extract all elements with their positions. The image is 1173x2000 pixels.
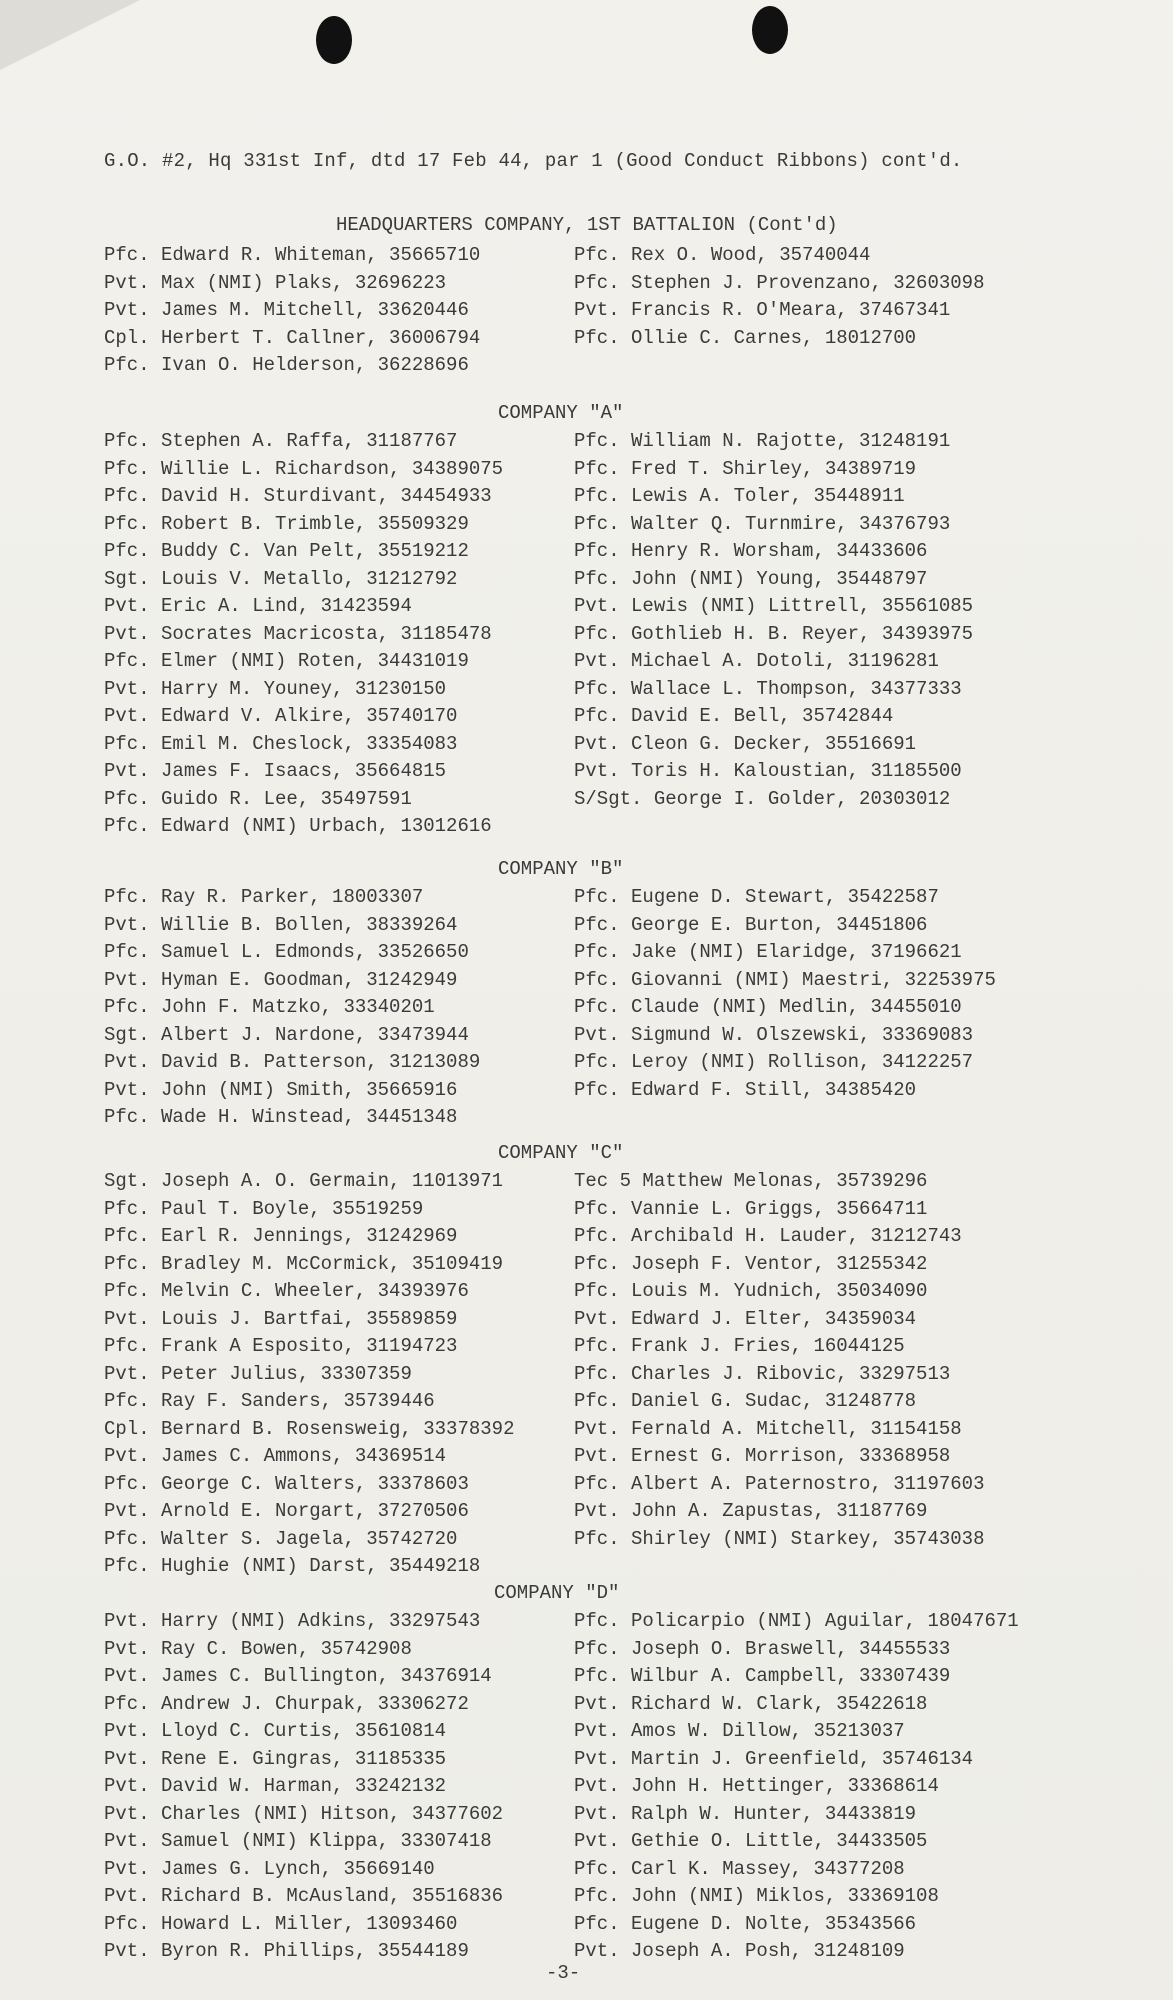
roster-entry-right xyxy=(574,1104,1104,1132)
roster-entry-left: Pfc. John F. Matzko, 33340201 xyxy=(104,996,435,1018)
roster-entry-left: Pvt. Harry M. Youney, 31230150 xyxy=(104,677,447,700)
roster-entry-right: Pvt. Amos W. Dillow, 35213037 xyxy=(574,1720,905,1742)
roster-entry-left: Pfc. Howard L. Miller, 13093460 xyxy=(104,1912,458,1935)
roster-row xyxy=(104,1251,1104,1279)
roster-entry-left: Pvt. Edward V. Alkire, 35740170 xyxy=(104,705,458,727)
roster-entry-right: Pfc. Joseph F. Ventor, 31255342 xyxy=(574,1252,928,1275)
roster-row xyxy=(104,1104,1104,1132)
roster-row xyxy=(104,1718,1104,1746)
roster-entry-left: Pfc. Walter S. Jagela, 35742720 xyxy=(104,1527,458,1550)
roster-entry-right: Pvt. Gethie O. Little, 34433505 xyxy=(574,1830,928,1852)
roster-entry-left: Pfc. Stephen A. Raffa, 31187767 xyxy=(104,430,458,452)
roster-entry-right: Pvt. Martin J. Greenfield, 35746134 xyxy=(574,1747,974,1770)
roster-entry-right: Pvt. Michael A. Dotoli, 31196281 xyxy=(574,650,939,672)
roster-entry-left: Pvt. David W. Harman, 33242132 xyxy=(104,1775,447,1797)
roster-row xyxy=(104,994,1104,1022)
roster-entry-right: Pfc. Jake (NMI) Elaridge, 37196621 xyxy=(574,941,962,963)
roster-entry-left: Pvt. Ray C. Bowen, 35742908 xyxy=(104,1637,412,1660)
roster-row xyxy=(104,1077,1104,1105)
roster-entry-right: Pfc. Carl K. Massey, 34377208 xyxy=(574,1857,905,1880)
roster-row xyxy=(104,1938,1104,1966)
roster-company-b xyxy=(104,884,1104,1132)
roster-row xyxy=(104,1388,1104,1416)
roster-row xyxy=(104,731,1104,759)
roster-entry-right: Pfc. Archibald H. Lauder, 31212743 xyxy=(574,1225,962,1247)
roster-row xyxy=(104,566,1104,594)
roster-row xyxy=(104,593,1104,621)
roster-entry-left: Cpl. Herbert T. Callner, 36006794 xyxy=(104,326,481,349)
roster-row xyxy=(104,1553,1104,1581)
roster-row xyxy=(104,242,1104,270)
roster-entry-left: Sgt. Albert J. Nardone, 33473944 xyxy=(104,1023,469,1046)
roster-entry-left: Pvt. Socrates Macricosta, 31185478 xyxy=(104,622,492,645)
roster-entry-left: Pvt. Lloyd C. Curtis, 35610814 xyxy=(104,1720,447,1742)
roster-entry-right: Tec 5 Matthew Melonas, 35739296 xyxy=(574,1170,928,1192)
section-title-company-d: COMPANY "D" xyxy=(494,1582,620,1604)
roster-entry-right: Pfc. Ollie C. Carnes, 18012700 xyxy=(574,326,917,349)
roster-entry-right: Pvt. John A. Zapustas, 31187769 xyxy=(574,1500,928,1522)
roster-row xyxy=(104,758,1104,786)
roster-entry-right: Pvt. John H. Hettinger, 33368614 xyxy=(574,1775,939,1797)
roster-entry-left: Pvt. James C. Ammons, 34369514 xyxy=(104,1445,447,1467)
roster-entry-right: Pfc. Vannie L. Griggs, 35664711 xyxy=(574,1197,928,1220)
roster-entry-left: Pvt. Rene E. Gingras, 31185335 xyxy=(104,1747,447,1770)
roster-entry-right: Pfc. Frank J. Fries, 16044125 xyxy=(574,1335,905,1357)
roster-entry-right: Pfc. David E. Bell, 35742844 xyxy=(574,705,894,727)
roster-entry-left: Pvt. Samuel (NMI) Klippa, 33307418 xyxy=(104,1830,492,1852)
roster-entry-left: Pfc. Andrew J. Churpak, 33306272 xyxy=(104,1692,469,1715)
roster-row xyxy=(104,1022,1104,1050)
roster-entry-right: Pfc. Wallace L. Thompson, 34377333 xyxy=(574,677,962,700)
page-number: -3- xyxy=(546,1962,581,1984)
roster-entry-right: Pvt. Ralph W. Hunter, 34433819 xyxy=(574,1802,917,1825)
roster-entry-left: Pfc. Willie L. Richardson, 34389075 xyxy=(104,457,504,480)
roster-entry-left: Sgt. Louis V. Metallo, 31212792 xyxy=(104,567,458,590)
roster-entry-right: Pfc. Rex O. Wood, 35740044 xyxy=(574,244,871,266)
roster-entry-right: Pvt. Fernald A. Mitchell, 31154158 xyxy=(574,1417,962,1440)
roster-row xyxy=(104,1498,1104,1526)
punch-hole-right xyxy=(752,6,788,54)
section-title-company-a: COMPANY "A" xyxy=(498,402,624,424)
section-title-company-c: COMPANY "C" xyxy=(498,1142,624,1164)
roster-entry-right: Pvt. Richard W. Clark, 35422618 xyxy=(574,1692,928,1715)
roster-row xyxy=(104,621,1104,649)
roster-entry-right: Pfc. George E. Burton, 34451806 xyxy=(574,913,928,936)
roster-entry-left: Pvt. Arnold E. Norgart, 37270506 xyxy=(104,1500,469,1522)
roster-entry-left: Pfc. Ray F. Sanders, 35739446 xyxy=(104,1390,435,1412)
roster-entry-right: Pfc. Stephen J. Provenzano, 32603098 xyxy=(574,271,985,294)
roster-entry-right: Pfc. Leroy (NMI) Rollison, 34122257 xyxy=(574,1051,974,1073)
section-title-hq-company: HEADQUARTERS COMPANY, 1ST BATTALION (Cont'd) xyxy=(336,214,838,236)
roster-row xyxy=(104,1911,1104,1939)
roster-entry-left: Pvt. Peter Julius, 33307359 xyxy=(104,1362,412,1385)
roster-entry-left: Pvt. James G. Lynch, 35669140 xyxy=(104,1857,435,1880)
roster-entry-left: Pvt. Louis J. Bartfai, 35589859 xyxy=(104,1307,458,1330)
roster-row xyxy=(104,939,1104,967)
roster-company-c xyxy=(104,1168,1104,1581)
corner-fold xyxy=(0,0,140,70)
roster-entry-left: Pvt. Max (NMI) Plaks, 32696223 xyxy=(104,271,447,294)
roster-entry-right: Pvt. Ernest G. Morrison, 33368958 xyxy=(574,1445,951,1467)
roster-row xyxy=(104,1223,1104,1251)
roster-row xyxy=(104,1471,1104,1499)
roster-entry-right: Pfc. Walter Q. Turnmire, 34376793 xyxy=(574,512,951,535)
roster-row xyxy=(104,1049,1104,1077)
roster-row xyxy=(104,325,1104,353)
roster-entry-left: Pfc. Melvin C. Wheeler, 34393976 xyxy=(104,1280,469,1302)
roster-entry-right: Pfc. Policarpio (NMI) Aguilar, 18047671 xyxy=(574,1610,1019,1632)
roster-entry-left: Pfc. Paul T. Boyle, 35519259 xyxy=(104,1197,424,1220)
roster-entry-left: Pvt. Charles (NMI) Hitson, 34377602 xyxy=(104,1802,504,1825)
roster-row xyxy=(104,297,1104,325)
roster-entry-right: Pfc. John (NMI) Miklos, 33369108 xyxy=(574,1885,939,1907)
roster-row xyxy=(104,1856,1104,1884)
roster-row xyxy=(104,1828,1104,1856)
roster-entry-left: Cpl. Bernard B. Rosensweig, 33378392 xyxy=(104,1417,515,1440)
roster-entry-left: Pfc. David H. Sturdivant, 34454933 xyxy=(104,485,492,507)
roster-entry-right: Pfc. Joseph O. Braswell, 34455533 xyxy=(574,1637,951,1660)
roster-row xyxy=(104,538,1104,566)
punch-hole-left xyxy=(316,16,352,64)
roster-row xyxy=(104,1608,1104,1636)
roster-row xyxy=(104,270,1104,298)
roster-entry-right: S/Sgt. George I. Golder, 20303012 xyxy=(574,787,951,810)
roster-entry-right: Pvt. Cleon G. Decker, 35516691 xyxy=(574,732,917,755)
roster-entry-left: Pfc. Robert B. Trimble, 35509329 xyxy=(104,512,469,535)
roster-row xyxy=(104,648,1104,676)
roster-entry-left: Pfc. Wade H. Winstead, 34451348 xyxy=(104,1106,458,1128)
roster-row xyxy=(104,428,1104,456)
roster-entry-right: Pfc. Fred T. Shirley, 34389719 xyxy=(574,457,917,480)
roster-entry-left: Pvt. Harry (NMI) Adkins, 33297543 xyxy=(104,1610,481,1632)
roster-row xyxy=(104,1773,1104,1801)
roster-entry-left: Pvt. John (NMI) Smith, 35665916 xyxy=(104,1078,458,1101)
roster-row xyxy=(104,1443,1104,1471)
roster-entry-left: Pvt. Richard B. McAusland, 35516836 xyxy=(104,1885,504,1907)
roster-entry-left: Pfc. Emil M. Cheslock, 33354083 xyxy=(104,732,458,755)
roster-entry-right: Pfc. Charles J. Ribovic, 33297513 xyxy=(574,1362,951,1385)
roster-row xyxy=(104,1416,1104,1444)
roster-row xyxy=(104,1278,1104,1306)
roster-entry-left: Pvt. James F. Isaacs, 35664815 xyxy=(104,760,447,782)
roster-entry-right: Pfc. William N. Rajotte, 31248191 xyxy=(574,430,951,452)
roster-entry-right: Pvt. Joseph A. Posh, 31248109 xyxy=(574,1940,905,1962)
roster-entry-right: Pfc. Claude (NMI) Medlin, 34455010 xyxy=(574,996,962,1018)
roster-entry-right: Pvt. Lewis (NMI) Littrell, 35561085 xyxy=(574,595,974,617)
order-header: G.O. #2, Hq 331st Inf, dtd 17 Feb 44, par 1 (Good Conduct Ribbons) cont'd. xyxy=(104,150,963,172)
roster-row xyxy=(104,483,1104,511)
roster-row xyxy=(104,912,1104,940)
roster-entry-left: Pvt. David B. Patterson, 31213089 xyxy=(104,1051,481,1073)
roster-entry-left: Pfc. Guido R. Lee, 35497591 xyxy=(104,787,412,810)
roster-entry-right: Pfc. Giovanni (NMI) Maestri, 32253975 xyxy=(574,968,996,991)
roster-row xyxy=(104,1333,1104,1361)
roster-entry-right: Pfc. Gothlieb H. B. Reyer, 34393975 xyxy=(574,622,974,645)
roster-entry-right: Pfc. Wilbur A. Campbell, 33307439 xyxy=(574,1665,951,1687)
roster-entry-left: Pfc. Hughie (NMI) Darst, 35449218 xyxy=(104,1555,481,1577)
roster-entry-left: Pfc. George C. Walters, 33378603 xyxy=(104,1472,469,1495)
roster-entry-right: Pfc. Shirley (NMI) Starkey, 35743038 xyxy=(574,1527,985,1550)
roster-entry-right: Pfc. Eugene D. Stewart, 35422587 xyxy=(574,886,939,908)
roster-entry-left: Pfc. Buddy C. Van Pelt, 35519212 xyxy=(104,540,469,562)
roster-row xyxy=(104,1663,1104,1691)
roster-row xyxy=(104,1691,1104,1719)
roster-entry-left: Pfc. Bradley M. McCormick, 35109419 xyxy=(104,1252,504,1275)
roster-entry-left: Pfc. Edward (NMI) Urbach, 13012616 xyxy=(104,815,492,837)
roster-entry-left: Pfc. Earl R. Jennings, 31242969 xyxy=(104,1225,458,1247)
roster-company-a xyxy=(104,428,1104,841)
roster-entry-left: Pvt. Byron R. Phillips, 35544189 xyxy=(104,1940,469,1962)
roster-company-d xyxy=(104,1608,1104,1966)
roster-entry-right: Pfc. Lewis A. Toler, 35448911 xyxy=(574,485,905,507)
roster-entry-left: Pfc. Frank A Esposito, 31194723 xyxy=(104,1335,458,1357)
roster-entry-right: Pvt. Edward J. Elter, 34359034 xyxy=(574,1307,917,1330)
roster-entry-left: Pvt. James C. Bullington, 34376914 xyxy=(104,1665,492,1687)
roster-row xyxy=(104,967,1104,995)
roster-entry-right: Pfc. Albert A. Paternostro, 31197603 xyxy=(574,1472,985,1495)
roster-row xyxy=(104,676,1104,704)
roster-hq-company xyxy=(104,242,1104,380)
roster-entry-left: Pfc. Edward R. Whiteman, 35665710 xyxy=(104,244,481,266)
roster-row xyxy=(104,1746,1104,1774)
roster-row xyxy=(104,1361,1104,1389)
roster-row xyxy=(104,786,1104,814)
roster-entry-right: Pfc. Louis M. Yudnich, 35034090 xyxy=(574,1280,928,1302)
roster-row xyxy=(104,456,1104,484)
roster-row xyxy=(104,1168,1104,1196)
roster-entry-right: Pfc. Edward F. Still, 34385420 xyxy=(574,1078,917,1101)
roster-entry-left: Pvt. Hyman E. Goodman, 31242949 xyxy=(104,968,458,991)
roster-entry-right: Pfc. Eugene D. Nolte, 35343566 xyxy=(574,1912,917,1935)
roster-entry-left: Pvt. Willie B. Bollen, 38339264 xyxy=(104,913,458,936)
roster-row xyxy=(104,1526,1104,1554)
roster-row xyxy=(104,1801,1104,1829)
roster-entry-left: Pvt. Eric A. Lind, 31423594 xyxy=(104,595,412,617)
roster-entry-right xyxy=(574,352,1104,380)
roster-entry-right: Pfc. John (NMI) Young, 35448797 xyxy=(574,567,928,590)
roster-entry-left: Pfc. Elmer (NMI) Roten, 34431019 xyxy=(104,650,469,672)
roster-entry-left: Pfc. Ray R. Parker, 18003307 xyxy=(104,886,424,908)
roster-row xyxy=(104,1306,1104,1334)
roster-entry-left: Sgt. Joseph A. O. Germain, 11013971 xyxy=(104,1170,504,1192)
roster-entry-left: Pfc. Ivan O. Helderson, 36228696 xyxy=(104,354,469,376)
roster-entry-left: Pvt. James M. Mitchell, 33620446 xyxy=(104,299,469,321)
roster-row xyxy=(104,703,1104,731)
roster-entry-left: Pfc. Samuel L. Edmonds, 33526650 xyxy=(104,941,469,963)
roster-row xyxy=(104,1636,1104,1664)
roster-row xyxy=(104,1196,1104,1224)
roster-row xyxy=(104,352,1104,380)
section-title-company-b: COMPANY "B" xyxy=(498,858,624,880)
roster-row xyxy=(104,1883,1104,1911)
roster-entry-right xyxy=(574,1553,1104,1581)
roster-entry-right: Pvt. Francis R. O'Meara, 37467341 xyxy=(574,299,951,321)
roster-entry-right xyxy=(574,813,1104,841)
roster-row xyxy=(104,511,1104,539)
roster-row xyxy=(104,813,1104,841)
roster-entry-right: Pfc. Henry R. Worsham, 34433606 xyxy=(574,540,928,562)
roster-entry-right: Pfc. Daniel G. Sudac, 31248778 xyxy=(574,1390,917,1412)
roster-entry-right: Pvt. Sigmund W. Olszewski, 33369083 xyxy=(574,1023,974,1046)
roster-entry-right: Pvt. Toris H. Kaloustian, 31185500 xyxy=(574,760,962,782)
roster-row xyxy=(104,884,1104,912)
